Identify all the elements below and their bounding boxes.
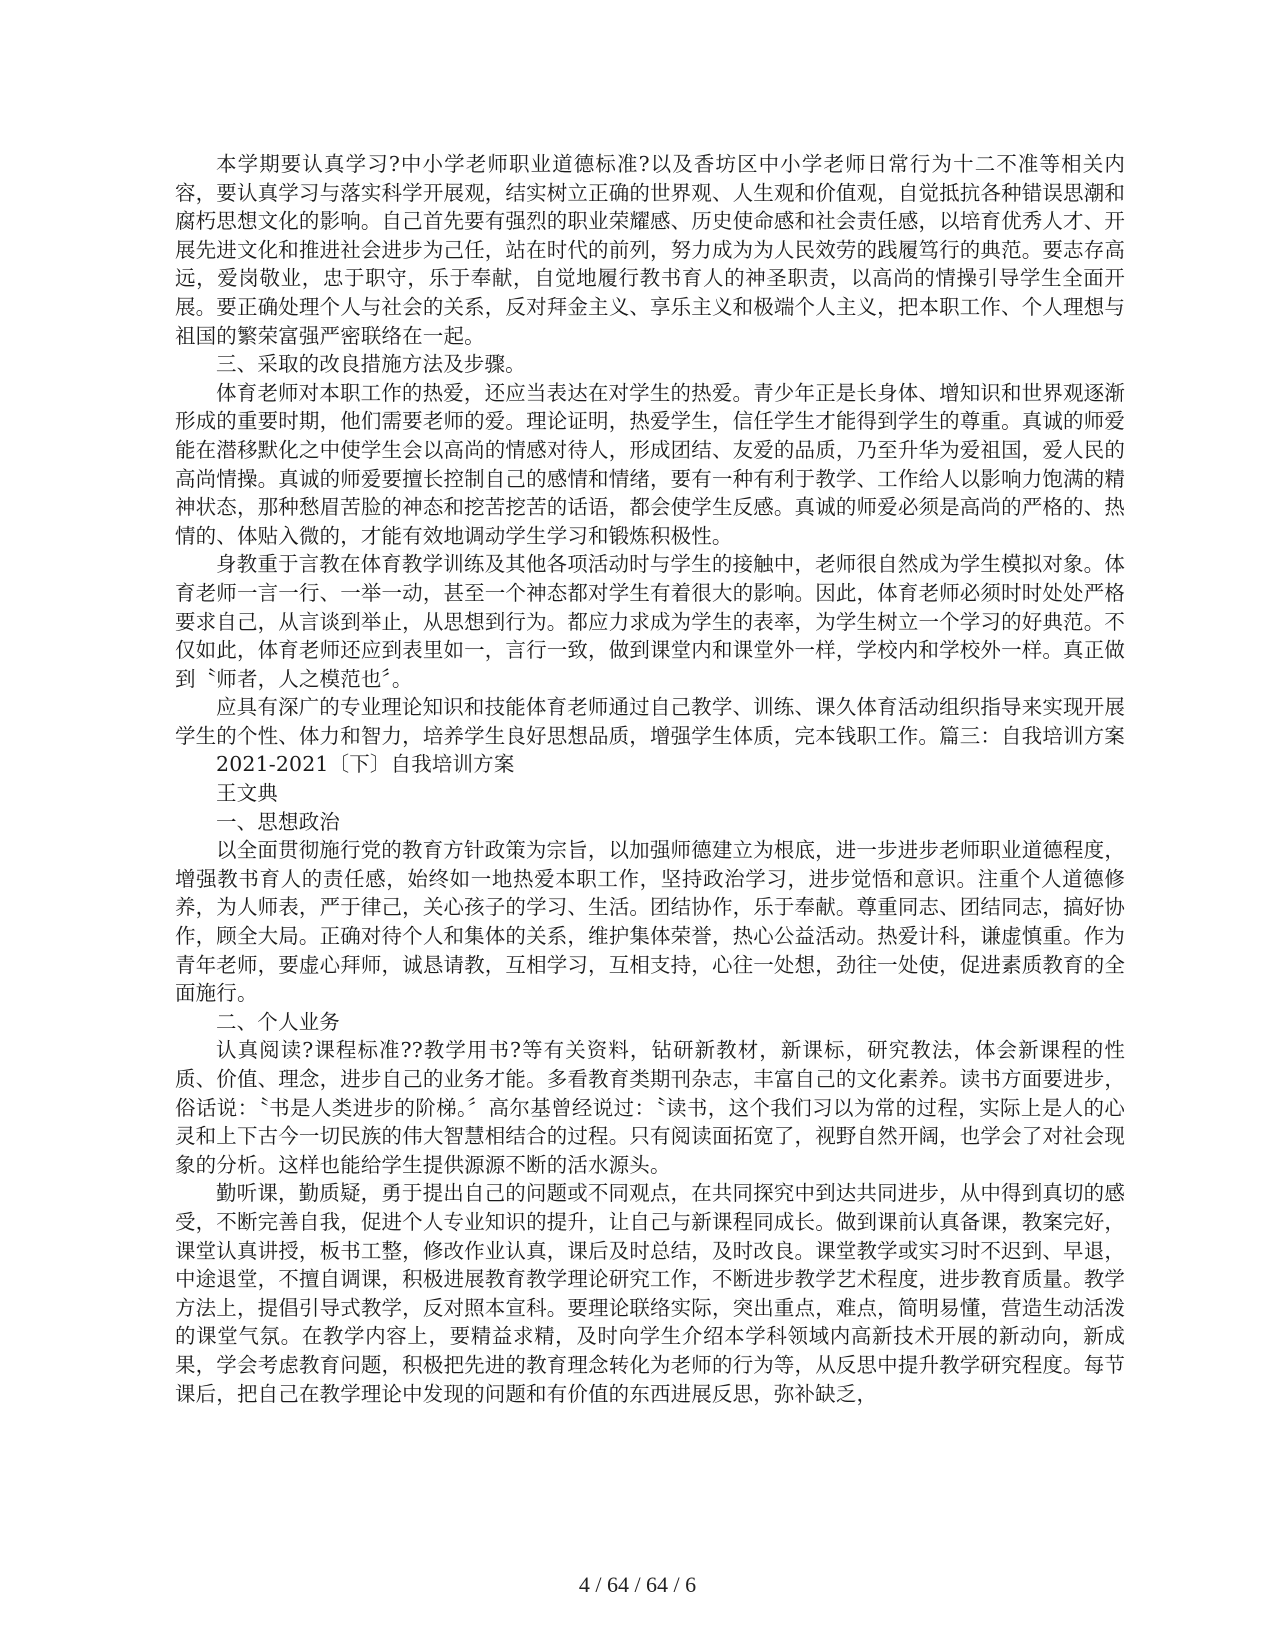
author-name: 王文典	[216, 781, 278, 806]
paragraph: 勤听课，勤质疑，勇于提出自己的问题或不同观点，在共同探究中到达共同进步，从中得到真切的感受，不断完善自我，促进个人专业知识的提升，让自己与新课程同成长。做到课前认真备课，教案完好，课堂认真讲授，板书工整，修改作业认真，课后及时总结，及时改良。课堂教学或实习时不迟到、早退，中途退堂，不擅自调课，积极进展教育教学理论研究工作，不断进步教学艺术程度，进步教育质量。教学方法上，提倡引导式教学，反对照本宣科。要理论联络实际，突出重点，难点，简明易懂，营造生动活泼的课堂气氛。在教学内容上，要精益求精，及时向学生介绍本学科领域内高新技术开展的新动向，新成果，学会考虑教育问题，积极把先进的教育理念转化为老师的行为等，从反思中提升教学研究程度。每节课后，把自己在教学理论中发现的问题和有价值的东西进展反思，弥补缺乏，	[175, 1181, 1125, 1406]
page-number: 4 / 64 / 64 / 6	[578, 1572, 697, 1597]
plan-title: 2021-2021〔下〕自我培训方案	[216, 752, 515, 777]
document-body	[175, 150, 1125, 1408]
section-heading: 二、个人业务	[216, 1009, 340, 1034]
paragraph: 身教重于言教在体育教学训练及其他各项活动时与学生的接触中，老师很自然成为学生模拟对象。体育老师一言一行、一举一动，甚至一个神态都对学生有着很大的影响。因此，体育老师必须时时处处严格要求自己，从言谈到举止，从思想到行为。都应力求成为学生的表率，为学生树立一个学习的好典范。不仅如此，体育老师还应到表里如一，言行一致，做到课堂内和课堂外一样，学校内和学校外一样。真正做到〝师者，人之模范也〞。	[175, 552, 1125, 691]
section-heading: 三、采取的改良措施方法及步骤。	[216, 352, 526, 377]
paragraph: 认真阅读?课程标准??教学用书?等有关资料，钻研新教材，新课标，研究教法，体会新课程的性质、价值、理念，进步自己的业务才能。多看教育类期刊杂志，丰富自己的文化素养。读书方面要进步，俗话说：〝书是人类进步的阶梯。〞高尔基曾经说过：〝读书，这个我们习以为常的过程，实际上是人的心灵和上下古今一切民族的伟大智慧相结合的过程。只有阅读面拓宽了，视野自然开阔，也学会了对社会现象的分析。这样也能给学生提供源源不断的活水源头。	[175, 1038, 1125, 1177]
paragraph: 体育老师对本职工作的热爱，还应当表达在对学生的热爱。青少年正是长身体、增知识和世界观逐渐形成的重要时期，他们需要老师的爱。理论证明，热爱学生，信任学生才能得到学生的尊重。真诚的师爱能在潜移默化之中使学生会以高尚的情感对待人，形成团结、友爱的品质，乃至升华为爱祖国，爱人民的高尚情操。真诚的师爱要擅长控制自己的感情和情绪，要有一种有利于教学、工作给人以影响力饱满的精神状态，那种愁眉苦脸的神态和挖苦挖苦的话语，都会使学生反感。真诚的师爱必须是高尚的严格的、热情的、体贴入微的，才能有效地调动学生学习和锻炼积极性。	[175, 380, 1125, 548]
paragraph: 应具有深广的专业理论知识和技能体育老师通过自己教学、训练、课久体育活动组织指导来实现开展学生的个性、体力和智力，培养学生良好思想品质，增强学生体质，完本钱职工作。篇三：自我培训方案	[175, 695, 1125, 748]
paragraph: 本学期要认真学习?中小学老师职业道德标准?以及香坊区中小学老师日常行为十二不准等相关内容，要认真学习与落实科学开展观，结实树立正确的世界观、人生观和价值观，自觉抵抗各种错误思潮和腐朽思想文化的影响。自己首先要有强烈的职业荣耀感、历史使命感和社会责任感，以培育优秀人才、开展先进文化和推进社会进步为己任，站在时代的前列，努力成为为人民效劳的践履笃行的典范。要志存高远，爱岗敬业，忠于职守，乐于奉献，自觉地履行教书育人的神圣职责，以高尚的情操引导学生全面开展。要正确处理个人与社会的关系，反对拜金主义、享乐主义和极端个人主义，把本职工作、个人理想与祖国的繁荣富强严密联络在一起。	[175, 152, 1125, 348]
paragraph: 以全面贯彻施行党的教育方针政策为宗旨，以加强师德建立为根底，进一步进步老师职业道德程度，增强教书育人的责任感，始终如一地热爱本职工作，坚持政治学习，进步觉悟和意识。注重个人道德修养，为人师表，严于律己，关心孩子的学习、生活。团结协作，乐于奉献。尊重同志、团结同志，搞好协作，顾全大局。正确对待个人和集体的关系，维护集体荣誉，热心公益活动。热爱计科，谦虚慎重。作为青年老师，要虚心拜师，诚恳请教，互相学习，互相支持，心往一处想，劲往一处使，促进素质教育的全面施行。	[175, 838, 1125, 1006]
section-heading: 一、思想政治	[216, 809, 340, 834]
